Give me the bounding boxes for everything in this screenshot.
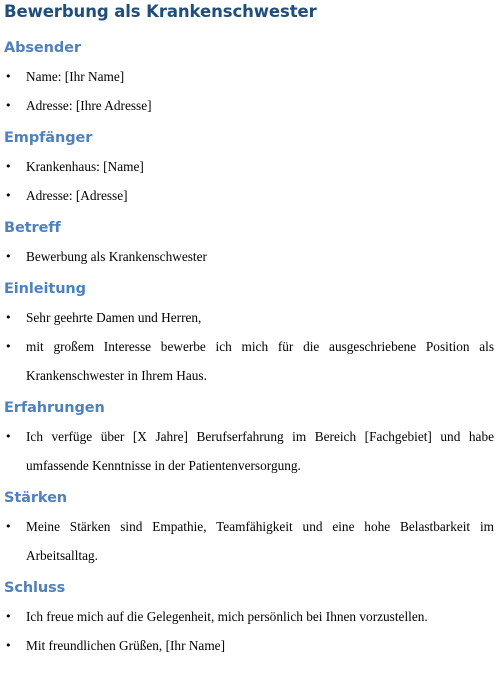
bullet-list	[4, 422, 494, 480]
list-item-text: Ich verfüge über [X Jahre] Berufserfahrung im Bereich [Fachgebiet] und habe umfassende Kenntnisse in der Patientenversorgung.	[26, 429, 494, 473]
list-item	[4, 91, 494, 120]
bullet-icon: •	[5, 340, 12, 353]
section-betreff	[4, 218, 494, 271]
section-heading: Einleitung	[4, 281, 86, 297]
bullet-icon: •	[5, 189, 12, 202]
list-item-text: Meine Stärken sind Empathie, Teamfähigkeit und eine hohe Belastbarkeit im Arbeitsalltag.	[26, 519, 494, 563]
bullet-list	[4, 512, 494, 570]
list-item	[4, 303, 494, 332]
list-item-text: Mit freundlichen Grüßen, [Ihr Name]	[26, 638, 226, 653]
section-schluss	[4, 578, 494, 660]
list-item	[4, 181, 494, 210]
list-item	[4, 631, 494, 660]
list-item	[4, 422, 494, 480]
list-item-text: Adresse: [Ihre Adresse]	[26, 98, 152, 113]
bullet-icon: •	[5, 520, 12, 533]
section-staerken	[4, 488, 494, 570]
bullet-list	[4, 303, 494, 390]
list-item	[4, 512, 494, 570]
section-heading: Erfahrungen	[4, 400, 105, 416]
list-item	[4, 152, 494, 181]
section-empfaenger	[4, 128, 494, 210]
bullet-icon: •	[5, 160, 12, 173]
list-item	[4, 62, 494, 91]
bullet-icon: •	[5, 99, 12, 112]
list-item	[4, 602, 494, 631]
bullet-icon: •	[5, 311, 12, 324]
list-item-text: Ich freue mich auf die Gelegenheit, mich persönlich bei Ihnen vorzustellen.	[26, 609, 428, 624]
bullet-list	[4, 602, 494, 660]
bullet-icon: •	[5, 610, 12, 623]
section-heading: Empfänger	[4, 130, 93, 146]
bullet-list	[4, 242, 494, 271]
document-title: Bewerbung als Krankenschwester	[4, 2, 317, 21]
section-erfahrungen	[4, 398, 494, 480]
section-heading: Schluss	[4, 580, 66, 596]
list-item-text: mit großem Interesse bewerbe ich mich für die ausgeschriebene Position als Krankenschwester in Ihrem Haus.	[26, 339, 494, 383]
section-heading: Betreff	[4, 220, 61, 236]
section-absender	[4, 38, 494, 120]
bullet-icon: •	[5, 430, 12, 443]
list-item-text: Sehr geehrte Damen und Herren,	[26, 310, 202, 325]
section-heading: Stärken	[4, 490, 68, 506]
bullet-icon: •	[5, 639, 12, 652]
list-item	[4, 332, 494, 390]
list-item-text: Name: [Ihr Name]	[26, 69, 125, 84]
bullet-list	[4, 152, 494, 210]
bullet-list	[4, 62, 494, 120]
bullet-icon: •	[5, 70, 12, 83]
list-item-text: Adresse: [Adresse]	[26, 188, 128, 203]
list-item-text: Krankenhaus: [Name]	[26, 159, 144, 174]
bullet-icon: •	[5, 250, 12, 263]
section-einleitung	[4, 279, 494, 390]
list-item	[4, 242, 494, 271]
list-item-text: Bewerbung als Krankenschwester	[26, 249, 207, 264]
section-heading: Absender	[4, 40, 81, 56]
